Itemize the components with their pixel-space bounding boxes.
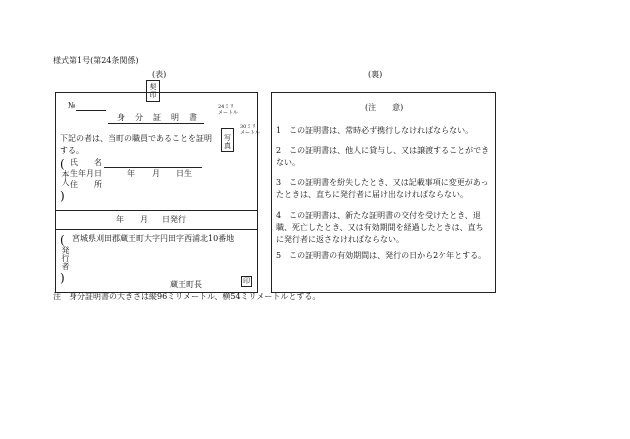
- photo-size-side: 30ミリ メートル: [240, 124, 261, 136]
- issuer-bracket-close: ): [60, 271, 65, 285]
- certify-text: 下記の者は、当町の職員であることを証明する。: [60, 134, 212, 155]
- card-title-underline: [108, 123, 204, 124]
- issue-year: 年: [116, 215, 124, 224]
- name-label: 氏 名: [70, 158, 102, 167]
- bracket-open: (: [60, 157, 65, 171]
- note-item-2: 2 この証明書は、他人に貸与し、又は譲渡することができない。: [276, 146, 490, 167]
- photo-box: [221, 128, 234, 152]
- person-bracket-label: 本人: [61, 170, 70, 186]
- dob-month: 月: [152, 169, 160, 178]
- dob-year: 年: [127, 169, 135, 178]
- back-label: (裏): [368, 70, 383, 79]
- seal-stamp-text: 契 印: [149, 83, 157, 99]
- issuer-seal-text: 印: [243, 277, 250, 285]
- footnote: 注 身分証明書の大きさは縦96ミリメートル、横54ミリメートルとする。: [53, 292, 321, 301]
- issuer-address: 宮城県刈田郡蔵王町大字円田字西浦北10番地: [72, 234, 235, 243]
- dob-day: 日生: [176, 169, 192, 178]
- issuer-seal: [241, 276, 252, 287]
- address-label: 住 所: [70, 180, 102, 189]
- photo-size-top: 24ミリ メートル: [218, 104, 239, 116]
- issuer-bracket-open: (: [60, 233, 65, 247]
- note-item-5: 5 この証明書の有効期間は、発行の日から2ケ年とする。: [276, 251, 487, 260]
- dob-label: 生年月日: [70, 169, 102, 178]
- bracket-close: ): [60, 189, 65, 203]
- number-label: №: [68, 101, 76, 110]
- name-underline: [104, 167, 202, 168]
- issuer-title: 蔵王町長: [170, 280, 202, 289]
- issuer-bracket-label: 発行者: [61, 246, 70, 270]
- note-item-1: 1 この証明書は、常時必ず携行しなければならない。: [276, 126, 474, 135]
- note-item-3: 3 この証明書を紛失したとき、又は記載事項に変更があったときは、直ちに発行者に届け出なければならない。: [276, 178, 489, 199]
- issue-month: 月: [140, 215, 148, 224]
- front-label: (表): [152, 70, 167, 79]
- issue-day: 日発行: [162, 215, 186, 224]
- issue-divider: [55, 229, 258, 230]
- number-underline: [76, 110, 106, 111]
- notes-heading: (注 意): [365, 103, 404, 112]
- form-title: 様式第1号(第24条関係): [53, 56, 139, 65]
- note-item-4: 4 この証明書は、新たな証明書の交付を受けたとき、退職、死亡したとき、又は有効期間を経過したときは、直ちに発行者に返さなければならない。: [276, 211, 484, 244]
- front-divider: [55, 210, 258, 211]
- card-title: 身 分 証 明 書: [117, 113, 198, 122]
- photo-label: 写 真: [224, 134, 231, 150]
